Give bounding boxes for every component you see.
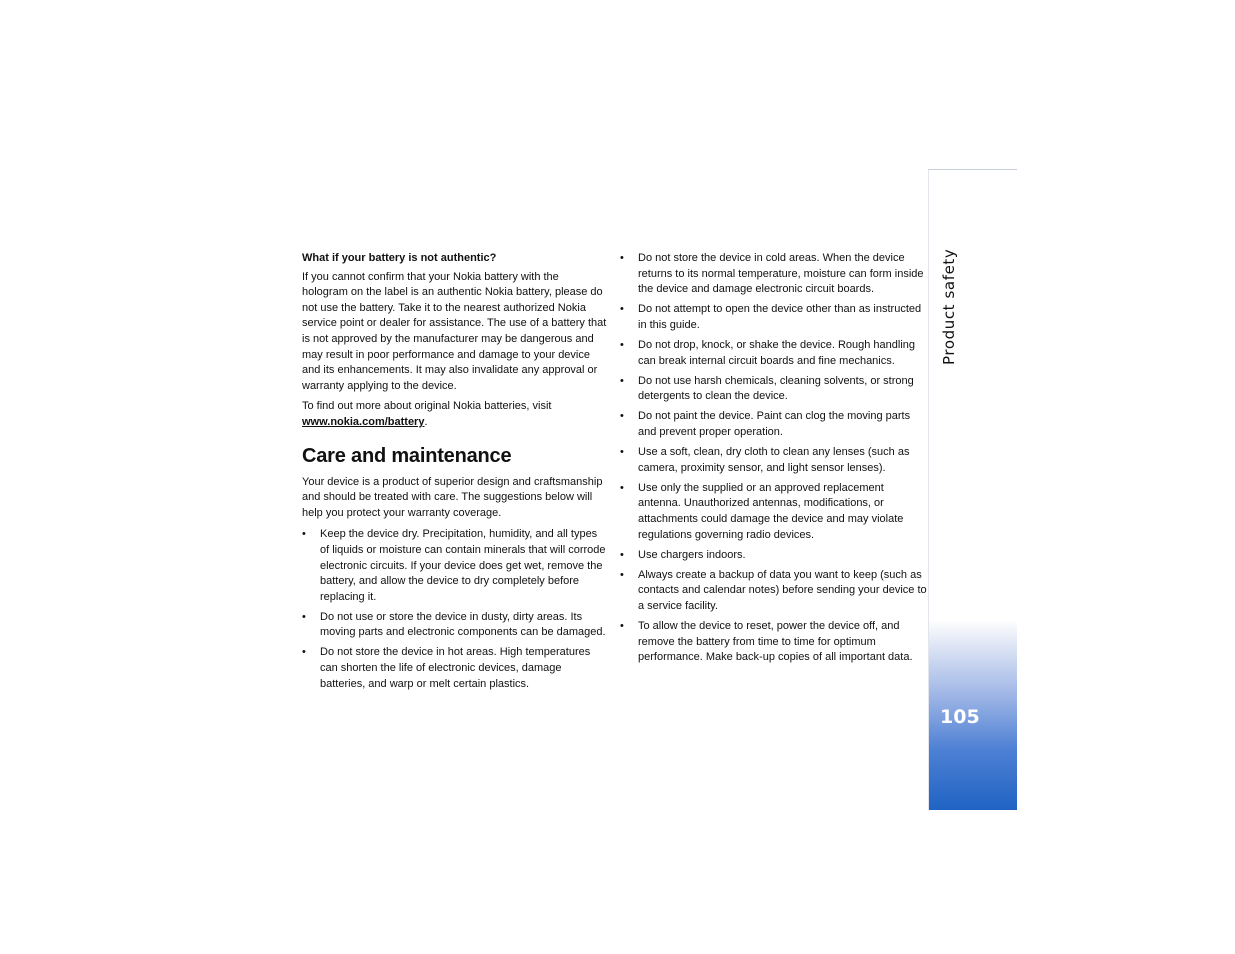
- list-item: [302, 610, 607, 641]
- list-item: [620, 251, 928, 298]
- find-out-more-paragraph: [302, 399, 607, 430]
- care-maintenance-intro: Your device is a product of superior design and craftsmanship and should be treated with care. The suggestions below will help you protect your warranty coverage.: [302, 475, 603, 519]
- care-maintenance-heading: Care and maintenance: [302, 444, 512, 467]
- bullet-icon: •: [620, 481, 624, 494]
- bullet-icon: •: [302, 646, 306, 659]
- list-item: [302, 527, 607, 605]
- list-item-text: Do not attempt to open the device other than as instructed in this guide.: [638, 303, 922, 331]
- bullet-icon: •: [620, 338, 624, 351]
- bullet-icon: •: [620, 303, 624, 316]
- battery-authenticity-paragraph: If you cannot confirm that your Nokia battery with the hologram on the label is an authentic Nokia battery, please do not use the battery. Take it to the nearest authorized Nokia service point or dealer for assistance. The use of a battery that is not approved by the manufacturer may be dangerous and may result in poor performance and damage to your device and its enhancements. It may also invalidate any approval or warranty applying to the device.: [302, 270, 607, 392]
- section-tab-title: Product safety: [940, 248, 958, 365]
- list-item-text: Keep the device dry. Precipitation, humidity, and all types of liquids or moisture can contain minerals that will corrode electronic circuits. If your device does get wet, remove the battery, and allow the device to dry completely before replacing it.: [320, 528, 606, 603]
- bullet-icon: •: [620, 568, 624, 581]
- battery-link[interactable]: www.nokia.com/battery: [302, 415, 425, 428]
- bullet-icon: •: [620, 446, 624, 459]
- bullet-icon: •: [620, 252, 624, 264]
- list-item: [620, 481, 928, 543]
- battery-authenticity-subheading: What if your battery is not authentic?: [302, 252, 497, 264]
- list-item: [620, 619, 928, 666]
- find-out-more-suffix: .: [424, 415, 428, 428]
- list-item-text: Do not store the device in hot areas. High temperatures can shorten the life of electronic devices, damage batteries, and warp or melt certain plastics.: [320, 646, 591, 690]
- list-item-text: Do not drop, knock, or shake the device. Rough handling can break internal circuit boards and fine mechanics.: [638, 338, 916, 367]
- list-item-text: To allow the device to reset, power the device off, and remove the battery from time to time for optimum performance. Make back-up copies of all important data.: [638, 619, 913, 664]
- bullet-icon: •: [620, 548, 624, 561]
- list-item: [620, 374, 928, 405]
- list-item-text: Do not paint the device. Paint can clog the moving parts and prevent proper operation.: [638, 410, 911, 438]
- list-item-text: Do not store the device in cold areas. When the device returns to its normal temperature, moisture can form inside the device and damage electronic circuit boards.: [638, 252, 924, 296]
- left-column: [302, 251, 607, 697]
- list-item-text: Do not use harsh chemicals, cleaning solvents, or strong detergents to clean the device.: [638, 374, 914, 403]
- bullet-icon: •: [302, 610, 306, 623]
- list-item-text: Use a soft, clean, dry cloth to clean any lenses (such as camera, proximity sensor, and light sensor lenses).: [638, 446, 910, 474]
- list-item: [620, 568, 928, 615]
- list-item: [620, 548, 928, 564]
- bullet-icon: •: [620, 410, 624, 423]
- bullet-icon: •: [620, 619, 624, 632]
- list-item-text: Use only the supplied or an approved replacement antenna. Unauthorized antennas, modifications, or attachments could damage the device and may violate regulations governing radio devices.: [638, 481, 904, 541]
- list-item-text: Do not use or store the device in dusty, dirty areas. Its moving parts and electronic components can be damaged.: [320, 610, 606, 639]
- bullet-icon: •: [620, 374, 624, 387]
- find-out-more-text: To find out more about original Nokia batteries, visit: [302, 400, 552, 413]
- list-item: [620, 409, 928, 440]
- list-item: [302, 645, 607, 692]
- list-item-text: Use chargers indoors.: [638, 548, 746, 561]
- left-bullet-list: [302, 527, 607, 692]
- list-item-text: Always create a backup of data you want to keep (such as contacts and calendar notes) before sending your device to a service facility.: [638, 568, 927, 612]
- list-item: [620, 445, 928, 476]
- page-number: 105: [940, 706, 980, 728]
- list-item: [620, 338, 928, 369]
- bullet-icon: •: [302, 528, 306, 541]
- right-column: [620, 251, 928, 670]
- right-bullet-list: [620, 251, 928, 666]
- list-item: [620, 302, 928, 333]
